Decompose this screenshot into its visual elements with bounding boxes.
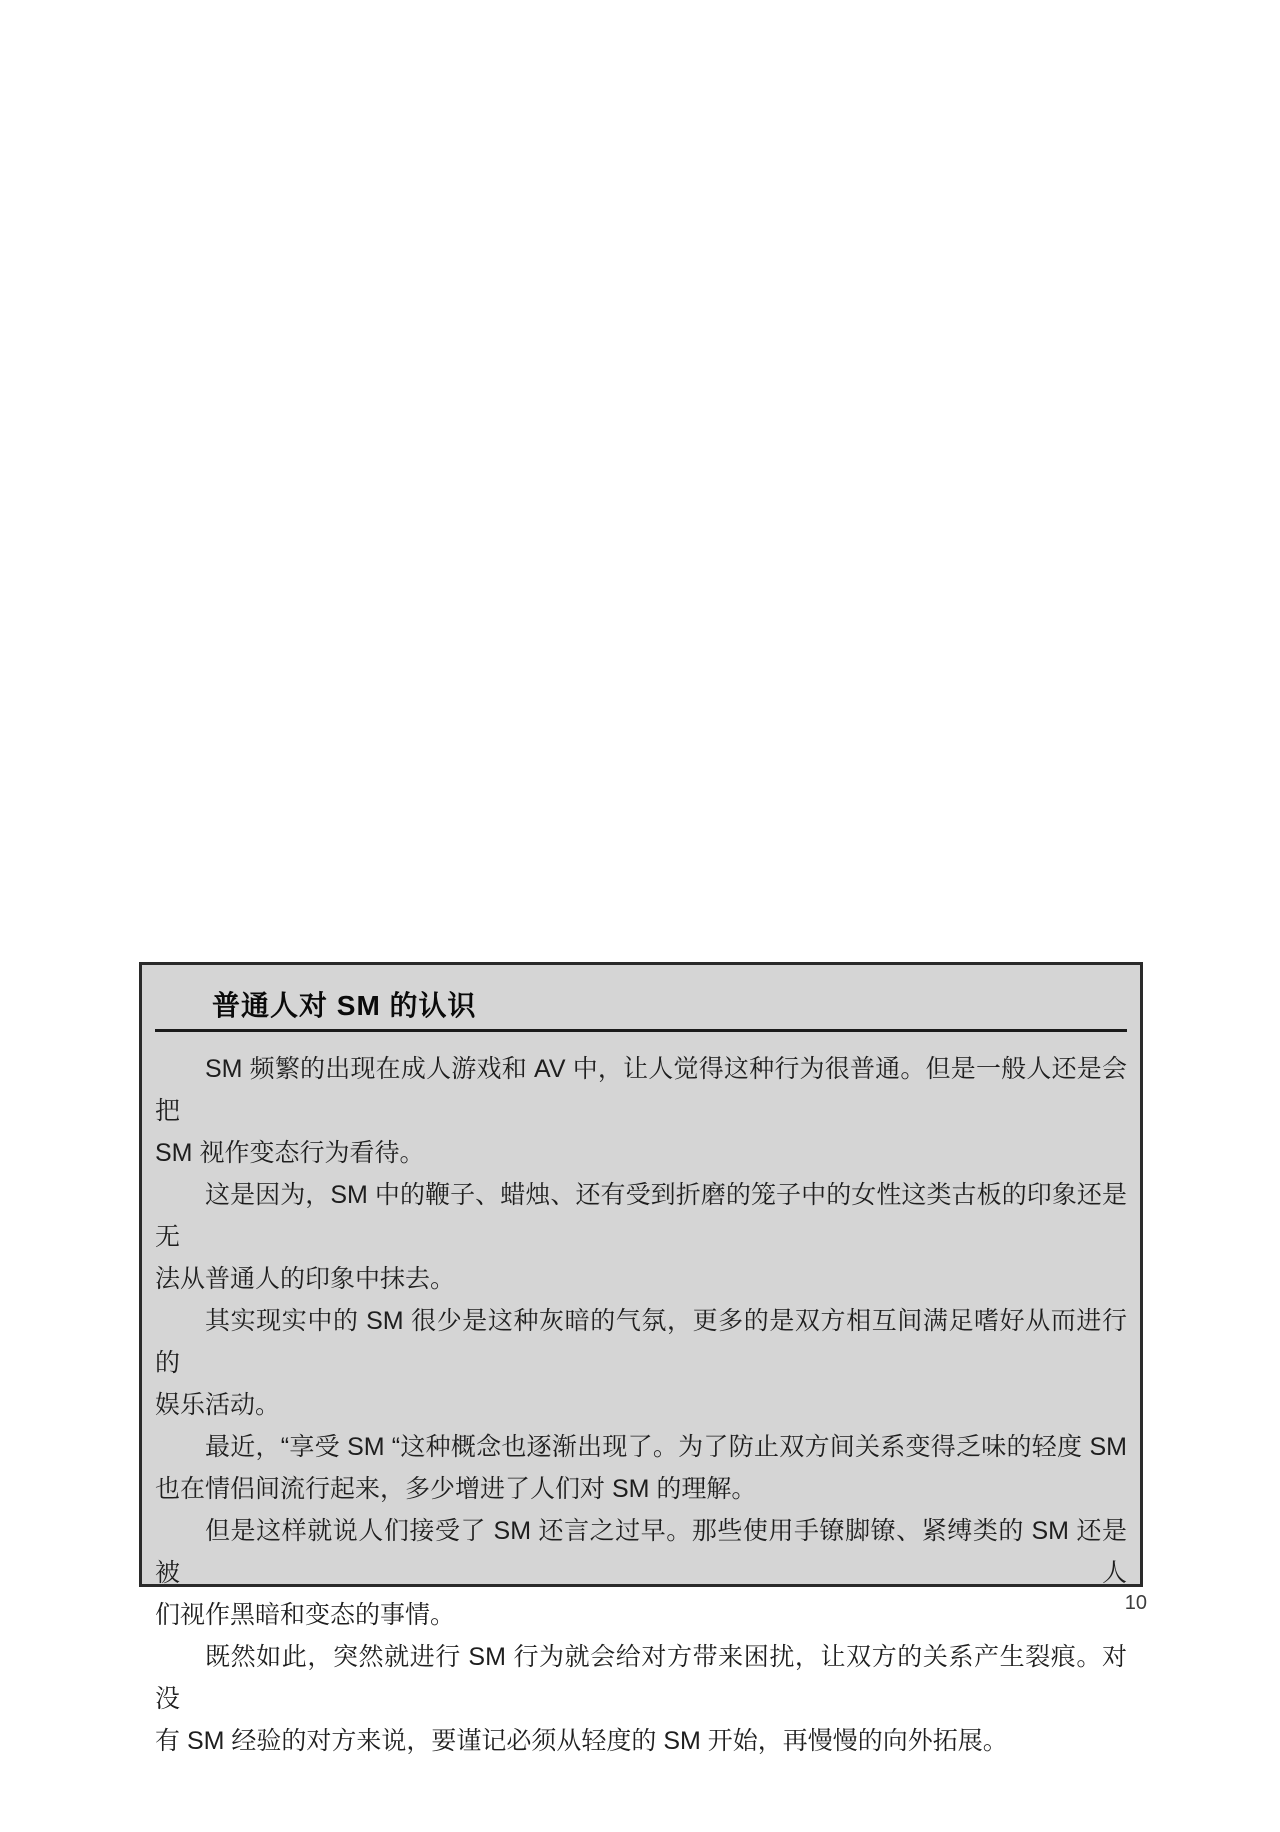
title-underline (155, 1029, 1127, 1032)
text-line: 也在情侣间流行起来，多少增进了人们对 SM 的理解。 (155, 1475, 757, 1503)
paragraph (155, 1048, 1127, 1174)
paragraph (155, 1174, 1127, 1300)
page-number: 10 (1124, 1592, 1147, 1614)
text-line: 既然如此，突然就进行 SM 行为就会给对方带来困扰，让双方的关系产生裂痕。对没 (155, 1643, 1127, 1713)
paragraph (155, 1300, 1127, 1426)
text-line: 最近，“享受 SM “这种概念也逐渐出现了。为了防止双方间关系变得乏味的轻度 SM (205, 1433, 1127, 1461)
text-line: 娱乐活动。 (155, 1391, 281, 1419)
text-line: 有 SM 经验的对方来说，要谨记必须从轻度的 SM 开始，再慢慢的向外拓展。 (155, 1727, 1008, 1755)
panel-body (155, 1048, 1127, 1762)
text-line: 这是因为，SM 中的鞭子、蜡烛、还有受到折磨的笼子中的女性这类古板的印象还是无 (155, 1181, 1127, 1251)
paragraph (155, 1636, 1127, 1762)
text-line: 但是这样就说人们接受了 SM 还言之过早。那些使用手镣脚镣、紧缚类的 SM 还是被人 (155, 1517, 1127, 1587)
text-line: 法从普通人的印象中抹去。 (155, 1265, 456, 1293)
panel-title: 普通人对 SM 的认识 (212, 990, 477, 1021)
panel-inner (142, 989, 1140, 1762)
text-line: 其实现实中的 SM 很少是这种灰暗的气氛，更多的是双方相互间满足嗜好从而进行的 (155, 1307, 1127, 1377)
paragraph (155, 1426, 1127, 1510)
paragraph (155, 1510, 1127, 1636)
text-line: SM 频繁的出现在成人游戏和 AV 中，让人觉得这种行为很普通。但是一般人还是会把 (155, 1055, 1127, 1125)
text-line: SM 视作变态行为看待。 (155, 1139, 425, 1167)
text-line: 们视作黑暗和变态的事情。 (155, 1601, 456, 1629)
